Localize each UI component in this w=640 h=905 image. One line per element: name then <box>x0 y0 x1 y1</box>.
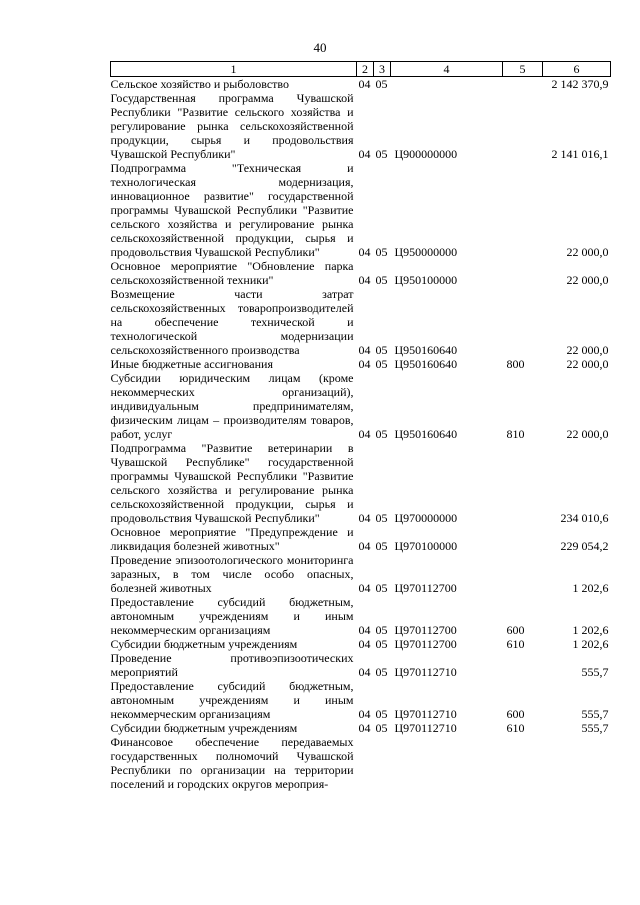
row-name: Предоставление субсидий бюджетным, автономным учреждениям и иным некоммерческим организациям <box>110 679 354 721</box>
row-rz: 04 <box>358 637 371 651</box>
row-name: Возмещение части затрат сельскохозяйственных товаропроизводителей на обеспечение технической и технологической модернизации сельскохозяйственного производства <box>110 287 354 357</box>
row-sum: 2 141 016,1 <box>551 147 609 161</box>
row-rz: 04 <box>358 147 371 161</box>
page-number: 40 <box>313 40 327 55</box>
row-sum: 555,7 <box>581 665 609 679</box>
row-pr: 05 <box>375 427 388 441</box>
table-row <box>111 525 611 553</box>
row-pr: 05 <box>375 245 388 259</box>
row-rz: 04 <box>358 343 371 357</box>
row-pr: 05 <box>375 581 388 595</box>
row-pr: 05 <box>375 273 388 287</box>
row-rz: 04 <box>358 581 371 595</box>
row-csr: Ц950160640 <box>394 343 458 357</box>
table-row <box>111 553 611 595</box>
row-sum: 22 000,0 <box>566 427 609 441</box>
table-row <box>111 637 611 651</box>
row-sum: 2 142 370,9 <box>551 77 609 91</box>
table-row <box>111 77 611 92</box>
row-name: Государственная программа Чувашской Республики "Развитие сельского хозяйства и регулирование рынка сельскохозяйственной продукции, сырья и продовольствия Чувашской Республики" <box>110 91 354 161</box>
row-name: Субсидии юридическим лицам (кроме некоммерческих организаций), индивидуальным предпринимателям, физическим лицам – производителям товаров, работ, услуг <box>110 371 354 441</box>
row-csr <box>391 77 503 92</box>
table-row <box>111 679 611 721</box>
row-sum: 1 202,6 <box>572 623 609 637</box>
row-name: Проведение эпизоотологического мониторинга заразных, в том числе особо опасных, болезней животных <box>110 553 354 595</box>
row-sum: 22 000,0 <box>566 357 609 371</box>
row-name: Субсидии бюджетным учреждениям <box>110 721 298 735</box>
row-vr: 600 <box>506 623 525 637</box>
row-csr <box>391 735 503 791</box>
row-vr <box>503 651 543 679</box>
row-csr: Ц970112710 <box>394 707 457 721</box>
row-pr: 05 <box>375 707 388 721</box>
row-name: Основное мероприятие "Обновление парка сельскохозяйственной техники" <box>110 259 354 287</box>
header-col-1: 1 <box>111 62 357 77</box>
row-pr: 05 <box>375 637 388 651</box>
table-row <box>111 651 611 679</box>
row-csr: Ц970112700 <box>394 581 457 595</box>
row-vr: 610 <box>506 637 525 651</box>
table-row <box>111 371 611 441</box>
row-rz <box>357 735 374 791</box>
row-name: Подпрограмма "Техническая и технологическая модернизация, инновационное развитие" государственной программы Чувашской Республики "Развитие сельского хозяйства и регулирование рынка сельскохозяйственной продукции, сырья и продовольствия Чувашской Республики" <box>110 161 354 259</box>
row-csr: Ц900000000 <box>394 147 458 161</box>
row-sum: 22 000,0 <box>566 273 609 287</box>
row-vr <box>503 259 543 287</box>
row-rz: 04 <box>358 623 371 637</box>
row-vr: 810 <box>506 427 525 441</box>
row-name: Иные бюджетные ассигнования <box>110 357 273 371</box>
row-rz: 04 <box>358 427 371 441</box>
row-rz: 04 <box>358 357 371 371</box>
row-vr: 800 <box>506 357 525 371</box>
row-sum: 1 202,6 <box>572 581 609 595</box>
row-vr: 600 <box>506 707 525 721</box>
row-sum <box>543 735 611 791</box>
row-name: Основное мероприятие "Предупреждение и ликвидация болезней животных" <box>110 525 354 553</box>
row-name: Субсидии бюджетным учреждениям <box>110 637 298 651</box>
row-sum: 234 010,6 <box>560 511 609 525</box>
row-vr: 610 <box>506 721 525 735</box>
row-vr <box>503 287 543 357</box>
row-vr <box>503 161 543 259</box>
row-vr <box>503 553 543 595</box>
table-row <box>111 357 611 371</box>
row-csr: Ц950000000 <box>394 245 458 259</box>
row-pr: 05 <box>375 665 388 679</box>
table-row <box>111 259 611 287</box>
header-col-3: 3 <box>374 62 391 77</box>
row-sum: 22 000,0 <box>566 343 609 357</box>
row-name: Предоставление субсидий бюджетным, автономным учреждениям и иным некоммерческим организациям <box>110 595 354 637</box>
row-csr: Ц970112710 <box>394 721 457 735</box>
row-name: Подпрограмма "Развитие ветеринарии в Чувашской Республике" государственной программы Чувашской Республики "Развитие сельского хозяйства и регулирование рынка сельскохозяйственной продукции, сырья и продовольствия Чувашской Республики" <box>110 441 354 525</box>
row-csr: Ц950160640 <box>394 357 458 371</box>
row-name: Проведение противоэпизоотических мероприятий <box>110 651 354 679</box>
row-sum: 1 202,6 <box>572 637 609 651</box>
row-pr: 05 <box>375 721 388 735</box>
row-csr: Ц970100000 <box>394 539 458 553</box>
row-csr: Ц950100000 <box>394 273 458 287</box>
row-csr: Ц970112700 <box>394 623 457 637</box>
row-pr: 05 <box>375 343 388 357</box>
row-name: Сельское хозяйство и рыболовство <box>110 77 290 91</box>
row-rz: 04 <box>358 707 371 721</box>
header-col-5: 5 <box>503 62 543 77</box>
row-pr: 05 <box>375 77 388 91</box>
row-sum: 555,7 <box>581 707 609 721</box>
row-pr: 05 <box>375 539 388 553</box>
row-sum: 22 000,0 <box>566 245 609 259</box>
row-rz: 04 <box>358 665 371 679</box>
row-pr: 05 <box>375 147 388 161</box>
table-row <box>111 441 611 525</box>
row-rz: 04 <box>358 273 371 287</box>
row-rz: 04 <box>358 77 371 91</box>
header-col-2: 2 <box>357 62 374 77</box>
row-pr: 05 <box>375 357 388 371</box>
row-rz: 04 <box>358 539 371 553</box>
row-rz: 04 <box>358 721 371 735</box>
header-col-4: 4 <box>391 62 503 77</box>
table-row <box>111 735 611 791</box>
row-name: Финансовое обеспечение передаваемых государственных полномочий Чувашской Республики по организации на территории поселений и городских округов мероприя- <box>110 735 354 791</box>
row-csr: Ц970112700 <box>394 637 457 651</box>
row-vr <box>503 525 543 553</box>
table-header-row <box>111 62 611 77</box>
row-sum: 229 054,2 <box>560 539 609 553</box>
row-csr: Ц950160640 <box>394 427 458 441</box>
table-row <box>111 161 611 259</box>
row-vr <box>503 77 543 92</box>
row-vr <box>503 91 543 161</box>
row-csr: Ц970112710 <box>394 665 457 679</box>
row-rz: 04 <box>358 511 371 525</box>
row-csr: Ц970000000 <box>394 511 458 525</box>
row-vr <box>503 735 543 791</box>
row-vr <box>503 441 543 525</box>
table-row <box>111 91 611 161</box>
table-row <box>111 595 611 637</box>
row-pr: 05 <box>375 511 388 525</box>
table-row <box>111 287 611 357</box>
row-rz: 04 <box>358 245 371 259</box>
budget-table <box>110 61 611 791</box>
row-pr <box>374 735 391 791</box>
row-sum: 555,7 <box>581 721 609 735</box>
table-row <box>111 721 611 735</box>
row-pr: 05 <box>375 623 388 637</box>
header-col-6: 6 <box>543 62 611 77</box>
